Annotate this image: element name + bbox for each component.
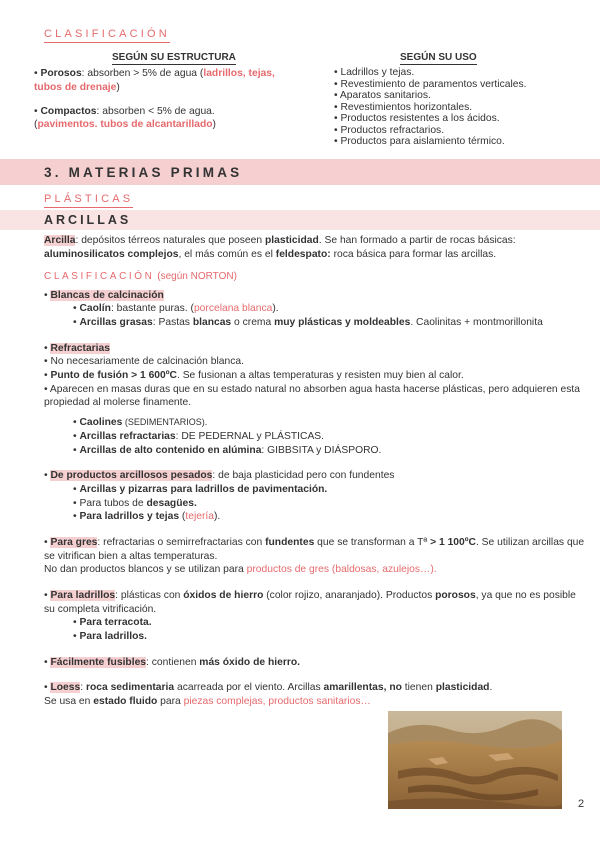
intro-paragraph: Arcilla: depósitos térreos naturales que poseen plasticidad. Se han formado a partir de rocas básicas: aluminosilicatos complejos, el más común es el feldespato: roca básica para formar las arcillas. — [44, 235, 516, 260]
refractarias-item: • Refractarias — [44, 342, 110, 354]
caolines-item: • Caolines (SEDIMENTARIOS). — [73, 417, 208, 429]
refractarias-line-1: • No necesariamente de calcinación blanca. — [44, 356, 244, 368]
list-item: • Revestimientos horizontales. — [334, 101, 473, 113]
loess-landscape-image — [388, 711, 562, 809]
section-title: 3. MATERIAS PRIMAS — [44, 165, 243, 180]
gres-item: • Para gres: refractarias o semirrefractarias con fundentes que se transforman a Tª > 1 100ºC. Se utilizan arcillas que se vitrifican bien a altas temperaturas. — [44, 536, 585, 562]
porosos-item: • Porosos: absorben > 5% de agua (ladrillos, tejas, tubos de drenaje) — [34, 68, 275, 93]
caolin-item: • Caolín: bastante puras. (porcelana blanca). — [73, 303, 279, 315]
refractarias-line-2: • Punto de fusión > 1 600ºC. Se fusionan a altas temperaturas y resisten muy bien al calor. — [44, 370, 464, 382]
list-item: • Revestimiento de paramentos verticales. — [334, 78, 527, 90]
pizarras-item: • Arcillas y pizarras para ladrillos de pavimentación. — [73, 483, 328, 495]
use-heading: SEGÚN SU USO — [400, 51, 477, 65]
ladrillos-item: • Para ladrillos: plásticas con óxidos de hierro (color rojizo, anaranjado). Productos porosos, ya que no es posible su completa vitrificación. — [44, 590, 576, 615]
grasas-item: • Arcillas grasas: Pastas blancas o crema muy plásticas y moldeables. Caolinitas + montmorillonita — [73, 317, 543, 329]
use-column — [334, 51, 574, 148]
list-item: • Aparatos sanitarios. — [334, 90, 431, 102]
list-item: • Productos para aislamiento térmico. — [334, 136, 505, 148]
desagues-item: • Para tubos de desagües. — [73, 497, 197, 509]
arcillas-heading: ARCILLAS — [44, 213, 132, 227]
list-item: • Productos refractarios. — [334, 124, 445, 136]
loess-item: • Loess: roca sedimentaria acarreada por el viento. Arcillas amarillentas, no tienen plasticidad. — [44, 682, 493, 694]
arcillas-refractarias-item: • Arcillas refractarias: DE PEDERNAL y PLÁSTICAS. — [73, 430, 325, 442]
plasticas-heading: PLÁSTICAS — [44, 192, 133, 208]
subsection-band — [0, 210, 600, 230]
structure-heading: SEGÚN SU ESTRUCTURA — [112, 51, 236, 65]
use-list — [334, 67, 574, 148]
alumina-item: • Arcillas de alto contenido en alúmina: GIBBSITA y DIÁSPORO. — [73, 444, 382, 456]
clasificacion-heading: CLASIFICACIÓN — [44, 27, 170, 43]
refractarias-line-3: • Aparecen en masas duras que en su estado natural no absorben agua hasta hacerse plásticas, pero adquieren esta propiedad al molerse finamente. — [44, 383, 580, 409]
compactos-item: • Compactos: absorben < 5% de agua. (pavimentos. tubos de alcantarillado) — [34, 105, 216, 131]
list-item: • Ladrillos y tejas. — [334, 67, 415, 79]
section-band — [0, 159, 600, 185]
norton-heading: CLASIFICACIÓN (según NORTON) — [44, 271, 237, 283]
fusibles-item: • Fácilmente fusibles: contienen más óxido de hierro. — [44, 656, 301, 668]
arcillosos-item: • De productos arcillosos pesados: de baja plasticidad pero con fundentes — [44, 470, 395, 482]
terracota-item: • Para terracota. — [73, 617, 152, 629]
structure-column — [34, 51, 304, 134]
page-number: 2 — [578, 798, 585, 810]
list-item: • Productos resistentes a los ácidos. — [334, 113, 500, 125]
para-ladrillos-item: • Para ladrillos. — [73, 631, 148, 643]
loess-line-2: Se usa en estado fluido para piezas complejas, productos sanitarios… — [44, 696, 371, 708]
tejas-item: • Para ladrillos y tejas (tejería). — [73, 511, 221, 523]
main-content — [44, 234, 586, 709]
blancas-item: • Blancas de calcinación — [44, 289, 164, 301]
gres-line-2: No dan productos blancos y se utilizan para productos de gres (baldosas, azulejos…). — [44, 564, 437, 576]
